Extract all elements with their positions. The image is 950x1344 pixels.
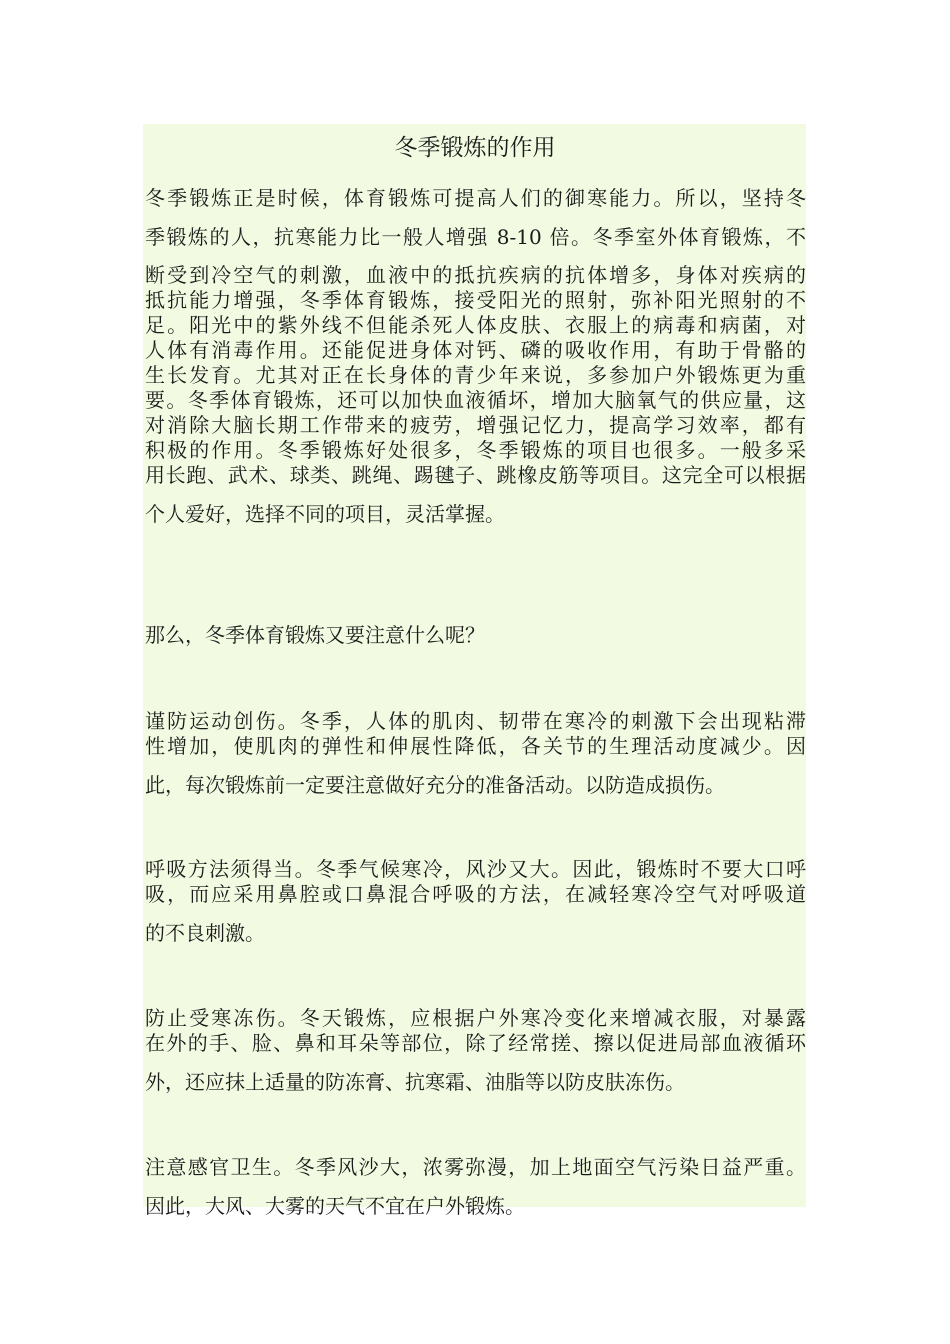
tip-line: 在外的手、脸、鼻和耳朵等部位，除了经常搓、擦以促进局部血液循环 — [145, 1031, 806, 1055]
paragraph-line: 足。阳光中的紫外线不但能杀死人体皮肤、衣服上的病毒和病菌，对 — [145, 313, 806, 337]
paragraph-line: 人体有消毒作用。还能促进身体对钙、磷的吸收作用，有助于骨骼的 — [145, 338, 806, 362]
document-title: 冬季锻炼的作用 — [394, 135, 556, 161]
paragraph-line: 个人爱好，选择不同的项目，灵活掌握。 — [145, 502, 505, 526]
tip-line: 呼吸方法须得当。冬季气候寒冷，风沙又大。因此，锻炼时不要大口呼 — [145, 857, 806, 881]
tip-line: 的不良刺激。 — [145, 921, 265, 945]
paragraph-line: 抵抗能力增强，冬季体育锻炼，接受阳光的照射，弥补阳光照射的不 — [145, 288, 806, 312]
paragraph-line: 用长跑、武术、球类、跳绳、踢毽子、跳橡皮筋等项目。这完全可以根据 — [145, 463, 806, 487]
paragraph-line: 积极的作用。冬季锻炼好处很多，冬季锻炼的项目也很多。一般多采 — [145, 438, 806, 462]
tip-line: 防止受寒冻伤。冬天锻炼，应根据户外寒冷变化来增减衣服，对暴露 — [145, 1006, 806, 1030]
tip-line: 谨防运动创伤。冬季，人体的肌肉、韧带在寒冷的刺激下会出现粘滞 — [145, 709, 806, 733]
paragraph-line: 季锻炼的人，抗寒能力比一般人增强 8-10 倍。冬季室外体育锻炼，不 — [145, 225, 806, 249]
tip-line: 外，还应抹上适量的防冻膏、抗寒霜、油脂等以防皮肤冻伤。 — [145, 1070, 685, 1094]
tip-line: 注意感官卫生。冬季风沙大，浓雾弥漫，加上地面空气污染日益严重。 — [145, 1155, 806, 1179]
tip-line: 此，每次锻炼前一定要注意做好充分的准备活动。以防造成损伤。 — [145, 773, 725, 797]
paragraph-line: 生长发育。尤其对正在长身体的青少年来说，多参加户外锻炼更为重 — [145, 363, 806, 387]
paragraph-line: 冬季锻炼正是时候，体育锻炼可提高人们的御寒能力。所以，坚持冬 — [145, 186, 806, 210]
paragraph-line: 断受到冷空气的刺激，血液中的抵抗疾病的抗体增多，身体对疾病的 — [145, 263, 806, 287]
paragraph-line: 对消除大脑长期工作带来的疲劳，增强记忆力，提高学习效率，都有 — [145, 413, 806, 437]
tip-line: 性增加，使肌肉的弹性和伸展性降低，各关节的生理活动度减少。因 — [145, 734, 806, 758]
tip-line: 因此，大风、大雾的天气不宜在户外锻炼。 — [145, 1194, 525, 1218]
paragraph-line: 要。冬季体育锻炼，还可以加快血液循坏，增加大脑氧气的供应量，这 — [145, 388, 806, 412]
question-line: 那么，冬季体育锻炼又要注意什么呢？ — [145, 623, 485, 647]
tip-line: 吸，而应采用鼻腔或口鼻混合呼吸的方法，在减轻寒冷空气对呼吸道 — [145, 882, 806, 906]
